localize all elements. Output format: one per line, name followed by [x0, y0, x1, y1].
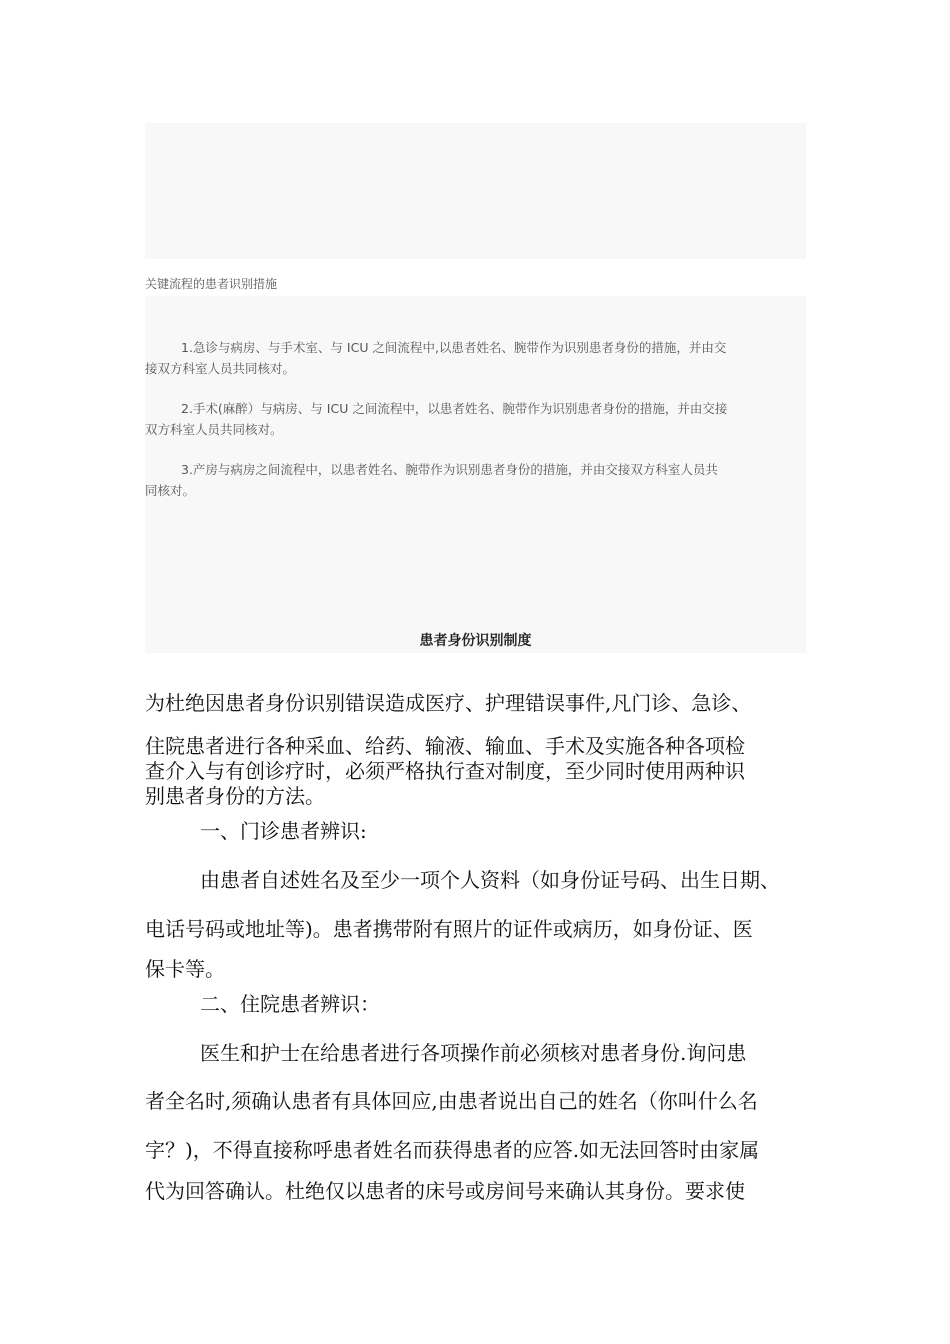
policy-title: 患者身份识别制度: [419, 633, 532, 649]
body-line-1: 为杜绝因患者身份识别错误造成医疗、护理错误事件,凡门诊、急诊、: [145, 691, 752, 715]
body-line-10: 医生和护士在给患者进行各项操作前必须核对患者身份.询问患: [200, 1041, 747, 1065]
measure-item-2-line2: 双方科室人员共同核对。: [145, 422, 283, 437]
body-line-12: 字？)，不得直接称呼患者姓名而获得患者的应答.如无法回答时由家属: [145, 1138, 760, 1162]
body-line-13: 代为回答确认。杜绝仅以患者的床号或房间号来确认其身份。要求使: [145, 1179, 745, 1203]
measure-item-3-line2: 同核对。: [145, 483, 196, 498]
measure-item-3-line1: 3.产房与病房之间流程中，以患者姓名、腕带作为识别患者身份的措施，并由交接双方科室人员共: [181, 462, 718, 477]
body-line-4: 别患者身份的方法。: [145, 784, 325, 808]
section-heading-inpatient: 二、住院患者辨识：: [200, 992, 380, 1016]
body-line-2: 住院患者进行各种采血、给药、输液、输血、手术及实施各种各项检: [145, 734, 745, 758]
measure-item-1-line2: 接双方科室人员共同核对。: [145, 361, 296, 376]
body-line-6: 由患者自述姓名及至少一项个人资料（如身份证号码、出生日期、: [200, 868, 780, 892]
body-line-8: 保卡等。: [145, 957, 225, 981]
measure-item-2: [145, 398, 806, 440]
body-line-11: 者全名时,须确认患者有具体回应,由患者说出自己的姓名（你叫什么名: [145, 1089, 758, 1113]
section-caption: 关键流程的患者识别措施: [145, 277, 278, 291]
measure-item-1-line1: 1.急诊与病房、与手术室、与 ICU 之间流程中,以患者姓名、腕带作为识别患者身份的措施，并由交: [181, 340, 727, 355]
measure-item-3: [145, 459, 806, 501]
section-heading-outpatient: 一、门诊患者辨识:: [200, 819, 367, 843]
body-line-7: 电话号码或地址等)。患者携带附有照片的证件或病历，如身份证、医: [145, 917, 753, 941]
body-line-3: 查介入与有创诊疗时，必须严格执行查对制度，至少同时使用两种识: [145, 759, 745, 783]
measure-item-1: [145, 337, 806, 379]
measure-item-2-line1: 2.手术(麻醉）与病房、与 ICU 之间流程中，以患者姓名、腕带作为识别患者身份的措施，并由交接: [181, 401, 728, 416]
image-placeholder-panel: [145, 123, 806, 259]
